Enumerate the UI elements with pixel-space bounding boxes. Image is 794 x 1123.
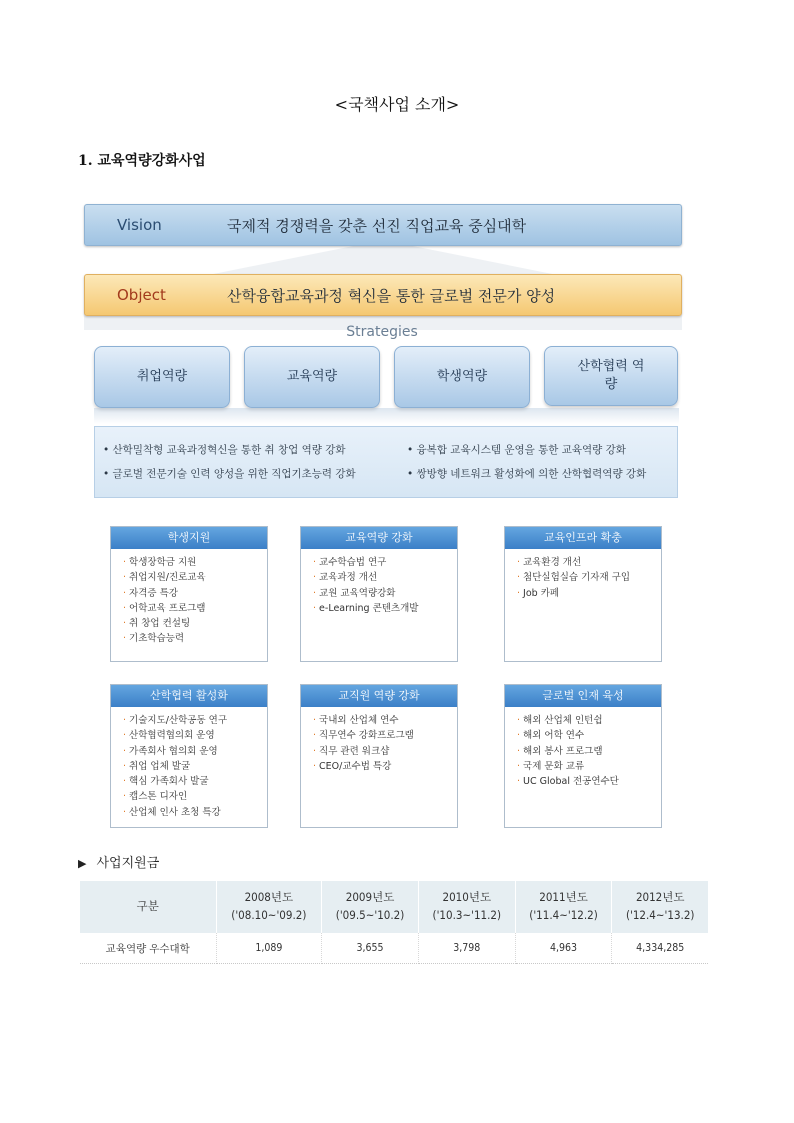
list-item: · CEO/교수법 특강	[313, 759, 457, 774]
vision-tag: Vision	[117, 216, 162, 234]
strategy-education: 교육역량	[244, 346, 380, 408]
column-header	[216, 881, 322, 933]
box-header: 산학협력 활성화	[111, 685, 267, 707]
column-year: 2009년도	[345, 890, 395, 905]
object-text: 산학융합교육과정 혁신을 통한 글로벌 전문가 양성	[227, 286, 556, 305]
list-item: · 산업체 인사 초청 특강	[123, 805, 267, 820]
table-cell: 4,963	[515, 933, 612, 964]
bullet-3: • 글로벌 전문기술 인력 양성을 위한 직업기초능력 강화	[103, 468, 356, 480]
box-global-talent	[504, 684, 662, 828]
box-header: 글로벌 인재 육성	[505, 685, 661, 707]
list-item: · 핵심 가족회사 발굴	[123, 774, 267, 789]
list-item: · 직무연수 강화프로그램	[313, 728, 457, 743]
list-item: · 첨단실험실습 기자재 구입	[517, 570, 661, 585]
list-item: · 기초학습능력	[123, 631, 267, 646]
table-cell: 1,089	[216, 933, 322, 964]
box-education-capacity	[300, 526, 458, 662]
column-year: 2008년도	[244, 890, 294, 905]
table-cell: 3,798	[418, 933, 515, 964]
table-cell: 4,334,285	[612, 933, 708, 964]
box-infrastructure	[504, 526, 662, 662]
list-item: · 가족회사 협의회 운영	[123, 744, 267, 759]
list-item: · 기술지도/산학공동 연구	[123, 713, 267, 728]
list-item: · 해외 어학 연수	[517, 728, 661, 743]
list-item: · UC Global 전공연수단	[517, 774, 661, 789]
strategy-shadow	[94, 408, 679, 424]
triangle-right-icon: ▶	[78, 857, 87, 870]
strategy-student: 학생역량	[394, 346, 530, 408]
bullet-1: • 산학밀착형 교육과정혁신을 통한 취 창업 역량 강화	[103, 444, 346, 456]
table-cell: 3,655	[322, 933, 419, 964]
object-bar	[84, 274, 682, 316]
column-year: 2011년도	[539, 890, 588, 905]
table-cell: 교육역량 우수대학	[80, 933, 216, 964]
column-header: 구분	[80, 881, 216, 933]
list-item: · 국내외 산업체 연수	[313, 713, 457, 728]
list-item: · 취업지원/진로교육	[123, 570, 267, 585]
box-header: 교직원 역량 강화	[301, 685, 457, 707]
table-row	[80, 933, 708, 964]
column-period: ('10.3~'11.2)	[432, 908, 502, 922]
list-item: · Job 카페	[517, 586, 661, 601]
column-period: ('11.4~'12.2)	[529, 908, 598, 922]
column-header	[612, 881, 708, 933]
box-header: 교육역량 강화	[301, 527, 457, 549]
list-item: · 자격증 특강	[123, 586, 267, 601]
list-item: · 교원 교육역량강화	[313, 586, 457, 601]
bullet-2: • 융복합 교육시스템 운영을 통한 교육역량 강화	[407, 444, 626, 456]
column-period: ('12.4~'13.2)	[625, 908, 695, 922]
box-staff-capacity	[300, 684, 458, 828]
list-item: · 국제 문화 교류	[517, 759, 661, 774]
column-year: 2010년도	[442, 890, 492, 905]
bullet-4: • 쌍방향 네트워크 활성화에 의한 산학협력역량 강화	[407, 468, 647, 480]
list-item: · 학생장학금 지원	[123, 555, 267, 570]
list-item: · 해외 산업체 인턴쉽	[517, 713, 661, 728]
strategy-row	[94, 346, 679, 408]
strategy-industry: 산학협력 역량	[544, 346, 678, 406]
strategy-bullets	[94, 426, 678, 498]
section-title: 1. 교육역량강화사업	[78, 153, 206, 169]
list-item: · 취업 업체 발굴	[123, 759, 267, 774]
funding-heading-text: 사업지원금	[96, 856, 160, 871]
list-item: · 교육과정 개선	[313, 570, 457, 585]
list-item: · 교수학습법 연구	[313, 555, 457, 570]
column-header	[418, 881, 515, 933]
column-header	[515, 881, 612, 933]
column-period: ('09.5~'10.2)	[335, 908, 405, 922]
list-item: · e-Learning 콘텐츠개발	[313, 601, 457, 616]
page-title: <국책사업 소개>	[334, 95, 460, 114]
funding-table	[80, 881, 708, 964]
strategies-label: Strategies	[346, 324, 418, 340]
column-period: ('08.10~'09.2)	[231, 908, 307, 922]
list-item: · 산학협력협의회 운영	[123, 728, 267, 743]
box-industry-cooperation	[110, 684, 268, 828]
list-item: · 직무 관련 워크샵	[313, 744, 457, 759]
box-header: 학생지원	[111, 527, 267, 549]
funding-heading	[78, 852, 159, 871]
object-tag: Object	[117, 286, 166, 304]
box-header: 교육인프라 확충	[505, 527, 661, 549]
list-item: · 어학교육 프로그램	[123, 601, 267, 616]
list-item: · 취 창업 컨설팅	[123, 616, 267, 631]
list-item: · 교육환경 개선	[517, 555, 661, 570]
column-header	[322, 881, 419, 933]
strategy-employment: 취업역량	[94, 346, 230, 408]
column-year: 2012년도	[635, 890, 685, 905]
strategy-diagram	[84, 200, 682, 830]
vision-text: 국제적 경쟁력을 갖춘 선진 직업교육 중심대학	[227, 216, 527, 235]
box-student-support	[110, 526, 268, 662]
list-item: · 캡스톤 디자인	[123, 789, 267, 804]
vision-bar	[84, 204, 682, 246]
list-item: · 해외 봉사 프로그램	[517, 744, 661, 759]
table-header-row	[80, 881, 708, 933]
